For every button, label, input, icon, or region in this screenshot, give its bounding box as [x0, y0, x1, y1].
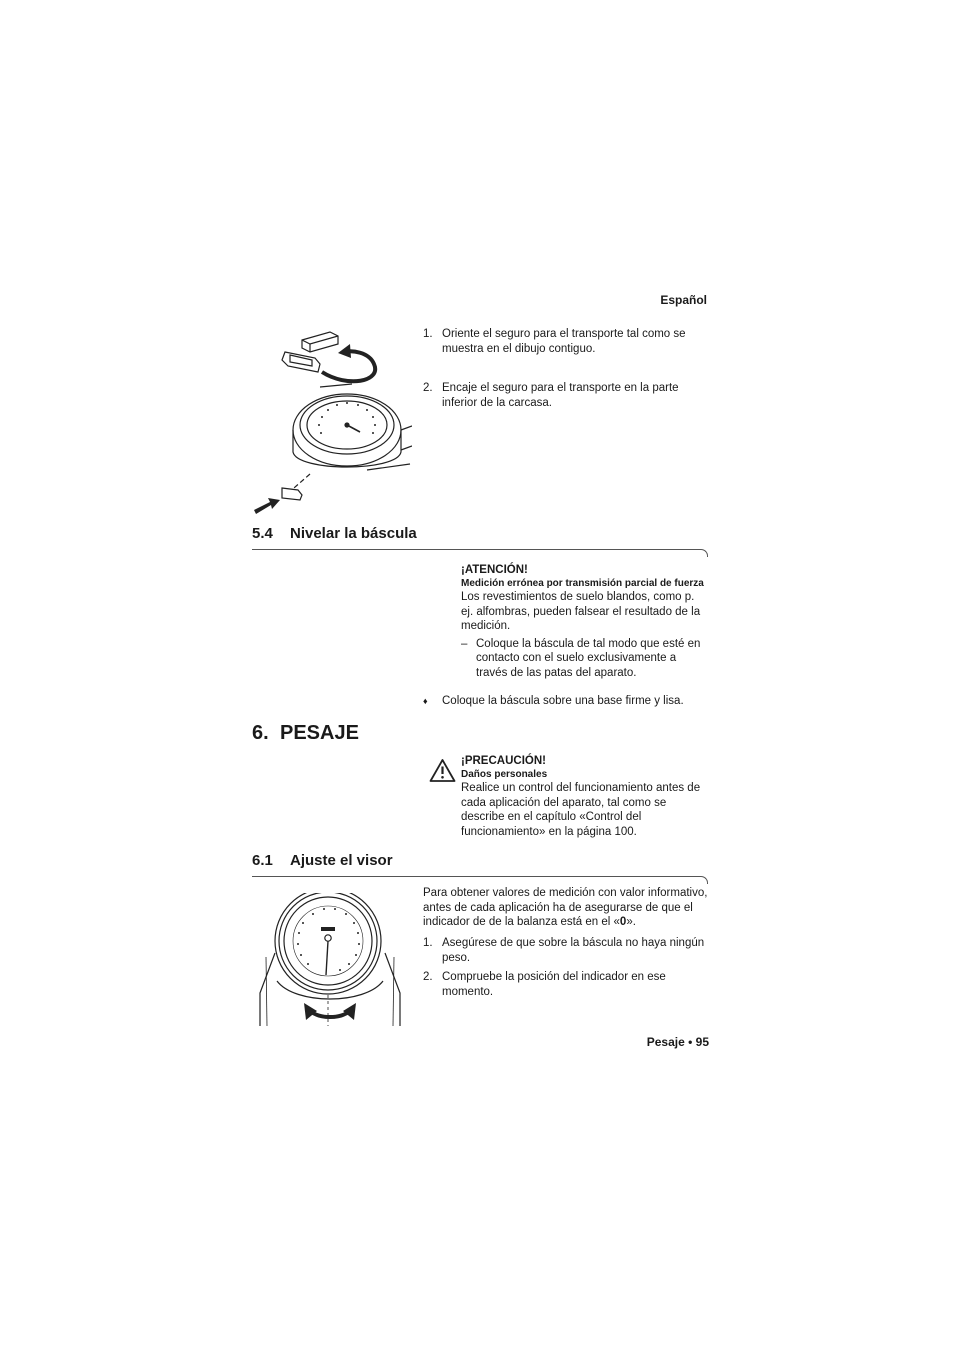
transport-lock-steps	[423, 327, 708, 410]
caution-subtitle: Daños personales	[461, 769, 548, 780]
bullet-text: Coloque la báscula sobre una base firme y lisa.	[442, 695, 684, 707]
section-number: 6.	[252, 722, 269, 744]
section-6-1-heading	[252, 852, 393, 869]
section-title: Nivelar la báscula	[290, 525, 417, 542]
section-6-1-intro	[423, 886, 708, 930]
dash-text: Coloque la báscula de tal modo que esté en contacto con el suelo exclusivamente a través de las patas del aparato.	[476, 637, 701, 679]
section-rule-hook	[700, 876, 708, 884]
section-5-4-heading	[252, 525, 417, 542]
section-rule-hook	[700, 549, 708, 557]
section-title: PESAJE	[280, 722, 359, 744]
attention-note	[461, 563, 708, 680]
section-rule	[252, 549, 701, 550]
list-item	[423, 327, 708, 356]
step-text: Oriente el seguro para el transporte tal como se muestra en el dibujo contiguo.	[442, 328, 686, 355]
language-label: Español	[660, 293, 707, 307]
bullet-item	[423, 694, 727, 709]
dash-symbol: –	[461, 637, 468, 650]
note-subtitle: Medición errónea por transmisión parcial de fuerza	[461, 578, 704, 589]
section-number: 5.4	[252, 525, 273, 542]
section-rule	[252, 876, 701, 877]
page-footer: Pesaje • 95	[646, 1035, 709, 1049]
intro-text-after: ».	[626, 916, 636, 928]
note-body: Los revestimientos de suelo blandos, como p. ej. alfombras, pueden falsear el resultado de la medición.	[461, 591, 701, 632]
dial-adjust-steps	[423, 936, 708, 999]
step-text: Encaje el seguro para el transporte en la parte inferior de la carcasa.	[442, 382, 679, 409]
caution-note	[461, 754, 708, 839]
zero-mark: 0	[619, 916, 627, 928]
section-title: Ajuste el visor	[290, 852, 393, 869]
caution-body: Realice un control del funcionamiento antes de cada aplicación del aparato, tal como se describe en el capítulo «Control del funcionamiento» en la página 100.	[461, 782, 701, 838]
note-title: ¡ATENCIÓN!	[461, 564, 528, 576]
dial-adjust-illustration	[255, 893, 405, 1026]
step-number: 2.	[423, 971, 433, 983]
section-number: 6.1	[252, 852, 273, 869]
caution-title: ¡PRECAUCIÓN!	[461, 755, 546, 767]
step-text: Compruebe la posición del indicador en ese momento.	[442, 971, 666, 998]
step-number: 1.	[423, 328, 433, 340]
section-6-heading	[252, 722, 359, 745]
step-text: Asegúrese de que sobre la báscula no haya ningún peso.	[442, 937, 705, 964]
note-dash-item	[461, 637, 708, 681]
intro-text-before: Para obtener valores de medición con valor informativo, antes de cada aplicación ha de asegurarse de que el indicador de de la balanza está en el «	[423, 887, 708, 928]
list-item	[423, 381, 708, 410]
transport-lock-illustration	[252, 322, 412, 517]
list-item	[423, 936, 708, 965]
bullet-symbol: ♦	[423, 696, 428, 706]
step-number: 2.	[423, 382, 433, 394]
list-item	[423, 970, 708, 999]
warning-triangle-icon	[429, 758, 456, 783]
step-number: 1.	[423, 937, 433, 949]
